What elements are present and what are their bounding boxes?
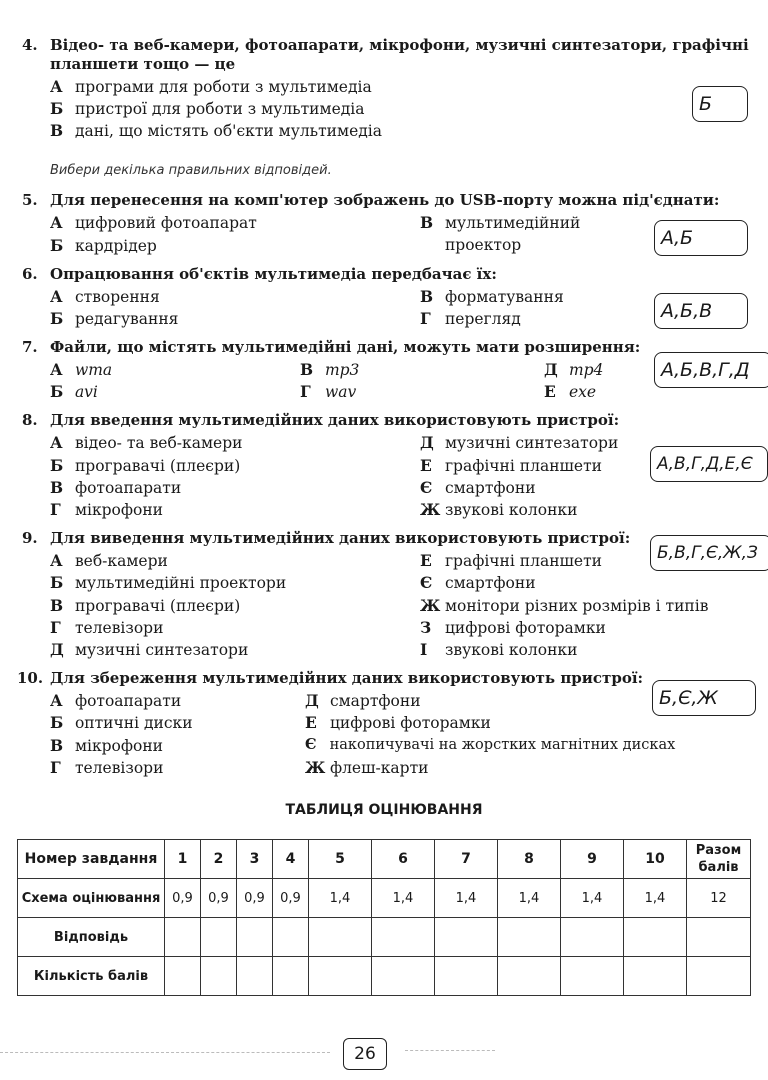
header-task-7: 7 — [435, 840, 498, 879]
q9-option-c: В програвачі (плеєри) — [50, 596, 241, 615]
q4-option-b: Б пристрої для роботи з мультимедіа — [50, 99, 365, 118]
q9-option-i: З цифрові фоторамки — [420, 618, 606, 637]
q7-option-f: Е exe — [544, 382, 597, 401]
q8-option-h: Ж звукові колонки — [420, 500, 578, 519]
q8-option-g: Є смартфони — [420, 478, 536, 497]
points-cell[interactable] — [687, 957, 751, 996]
header-task-label: Номер завдання — [18, 840, 165, 879]
q6-option-b: Б редагування — [50, 309, 179, 328]
points-row-label: Кількість балів — [18, 957, 165, 996]
multi-answer-hint: Вибери декілька правильних відповідей. — [50, 163, 332, 178]
scheme-value-7: 1,4 — [435, 879, 498, 918]
q8-option-f: Е графічні планшети — [420, 456, 603, 475]
score-table — [17, 839, 751, 996]
q9-answer-box[interactable]: Б,В,Г,Є,Ж,З — [650, 535, 768, 571]
answer-cell[interactable] — [309, 918, 372, 957]
score-table-title: ТАБЛИЦЯ ОЦІНЮВАННЯ — [285, 802, 483, 818]
q9-number: 9. — [22, 529, 38, 547]
q10-option-h: Ж флеш-карти — [305, 758, 429, 777]
q10-option-d: Г телевізори — [50, 758, 164, 777]
scheme-value-1: 0,9 — [165, 879, 201, 918]
answer-cell[interactable] — [624, 918, 687, 957]
answer-cell[interactable] — [435, 918, 498, 957]
q7-option-c: В mp3 — [300, 360, 360, 379]
q7-number: 7. — [22, 338, 38, 356]
q6-option-c: В форматування — [420, 287, 564, 306]
q10-text: Для збереження мультимедійних даних використовують пристрої: — [50, 669, 644, 687]
answer-cell[interactable] — [687, 918, 751, 957]
header-task-9: 9 — [561, 840, 624, 879]
header-task-10: 10 — [624, 840, 687, 879]
scheme-value-9: 1,4 — [561, 879, 624, 918]
header-task-3: 3 — [237, 840, 273, 879]
q10-option-g: Є накопичувачі на жорстких магнітних дисках — [305, 736, 676, 753]
answer-row-label: Відповідь — [18, 918, 165, 957]
points-cell[interactable] — [273, 957, 309, 996]
q10-option-e: Д смартфони — [305, 691, 421, 710]
q5-text: Для перенесення на комп'ютер зображень до USB-порту можна під'єднати: — [50, 191, 720, 209]
answer-cell[interactable] — [201, 918, 237, 957]
answer-cell[interactable] — [372, 918, 435, 957]
q7-option-d: Г wav — [300, 382, 357, 401]
q6-number: 6. — [22, 265, 38, 283]
scheme-value-3: 0,9 — [237, 879, 273, 918]
points-cell[interactable] — [237, 957, 273, 996]
q6-option-a: А створення — [50, 287, 160, 306]
points-cell[interactable] — [372, 957, 435, 996]
scheme-value-5: 1,4 — [309, 879, 372, 918]
q10-answer-box[interactable]: Б,Є,Ж — [652, 680, 756, 716]
q10-option-b: Б оптичні диски — [50, 713, 193, 732]
answer-cell[interactable] — [498, 918, 561, 957]
q5-answer-box[interactable]: А,Б — [654, 220, 748, 256]
scheme-value-10: 1,4 — [624, 879, 687, 918]
answer-cell[interactable] — [273, 918, 309, 957]
q4-option-c: В дані, що містять об'єкти мультимедіа — [50, 121, 382, 140]
score-table-points-row — [18, 957, 751, 996]
q8-option-d: Г мікрофони — [50, 500, 164, 519]
q10-number: 10. — [17, 669, 44, 687]
q4-option-a: А програми для роботи з мультимедіа — [50, 77, 372, 96]
q4-text-line2: планшети тощо — це — [50, 55, 236, 73]
q9-option-b: Б мультимедійні проектори — [50, 573, 287, 592]
q9-option-j: І звукові колонки — [420, 640, 578, 659]
q4-number: 4. — [22, 36, 38, 54]
header-task-2: 2 — [201, 840, 237, 879]
points-cell[interactable] — [165, 957, 201, 996]
q5-option-c-cont: проектор — [444, 236, 522, 254]
q10-option-f: Е цифрові фоторамки — [305, 713, 491, 732]
scheme-total: 12 — [687, 879, 751, 918]
header-task-1: 1 — [165, 840, 201, 879]
header-task-6: 6 — [372, 840, 435, 879]
q9-option-g: Є смартфони — [420, 573, 536, 592]
q6-text: Опрацювання об'єктів мультимедіа передбачає їх: — [50, 265, 497, 283]
q8-number: 8. — [22, 411, 38, 429]
q7-option-b: Б avi — [50, 382, 98, 401]
score-table-answer-row — [18, 918, 751, 957]
q5-option-c: В мультимедійний — [420, 213, 581, 232]
q10-option-a: А фотоапарати — [50, 691, 182, 710]
page-number: 26 — [343, 1038, 387, 1070]
scheme-value-4: 0,9 — [273, 879, 309, 918]
q7-option-e: Д mp4 — [544, 360, 604, 379]
q5-option-b: Б кардрідер — [50, 236, 157, 255]
q5-option-a: А цифровий фотоапарат — [50, 213, 257, 232]
q4-text-line1: Відео- та веб-камери, фотоапарати, мікрофони, музичні синтезатори, графічні — [50, 36, 749, 54]
q8-text: Для введення мультимедійних даних використовують пристрої: — [50, 411, 620, 429]
q9-option-h: Ж монітори різних розмірів і типів — [420, 596, 709, 615]
scheme-value-2: 0,9 — [201, 879, 237, 918]
answer-cell[interactable] — [237, 918, 273, 957]
scheme-value-6: 1,4 — [372, 879, 435, 918]
header-task-4: 4 — [273, 840, 309, 879]
scheme-value-8: 1,4 — [498, 879, 561, 918]
q9-option-a: А веб-камери — [50, 551, 168, 570]
q6-answer-box[interactable]: А,Б,В — [654, 293, 748, 329]
header-task-5: 5 — [309, 840, 372, 879]
q8-answer-box[interactable]: А,В,Г,Д,Е,Є — [650, 446, 768, 482]
answer-cell[interactable] — [561, 918, 624, 957]
score-table-scheme-row — [18, 879, 751, 918]
q9-option-e: Д музичні синтезатори — [50, 640, 249, 659]
q7-text: Файли, що містять мультимедійні дані, можуть мати розширення: — [50, 338, 641, 356]
header-task-8: 8 — [498, 840, 561, 879]
q10-option-c: В мікрофони — [50, 736, 164, 755]
q8-option-c: В фотоапарати — [50, 478, 182, 497]
points-cell[interactable] — [435, 957, 498, 996]
points-cell[interactable] — [561, 957, 624, 996]
scheme-row-label: Схема оцінювання — [18, 879, 165, 918]
q5-number: 5. — [22, 191, 38, 209]
q7-option-a: А wma — [50, 360, 113, 379]
score-table-header-row — [18, 840, 751, 879]
header-total: Разом балів — [687, 840, 751, 879]
footer-divider-left — [0, 1052, 330, 1053]
q8-option-a: А відео- та веб-камери — [50, 433, 243, 452]
q7-answer-box[interactable]: А,Б,В,Г,Д — [654, 352, 768, 388]
q8-option-b: Б програвачі (плеєри) — [50, 456, 241, 475]
q9-option-f: Е графічні планшети — [420, 551, 603, 570]
points-cell[interactable] — [309, 957, 372, 996]
q8-option-e: Д музичні синтезатори — [420, 433, 619, 452]
points-cell[interactable] — [498, 957, 561, 996]
footer-divider-right — [405, 1050, 495, 1051]
points-cell[interactable] — [624, 957, 687, 996]
q6-option-d: Г перегляд — [420, 309, 521, 328]
q4-answer-box[interactable]: Б — [692, 86, 748, 122]
points-cell[interactable] — [201, 957, 237, 996]
answer-cell[interactable] — [165, 918, 201, 957]
q9-option-d: Г телевізори — [50, 618, 164, 637]
q9-text: Для виведення мультимедійних даних використовують пристрої: — [50, 529, 631, 547]
